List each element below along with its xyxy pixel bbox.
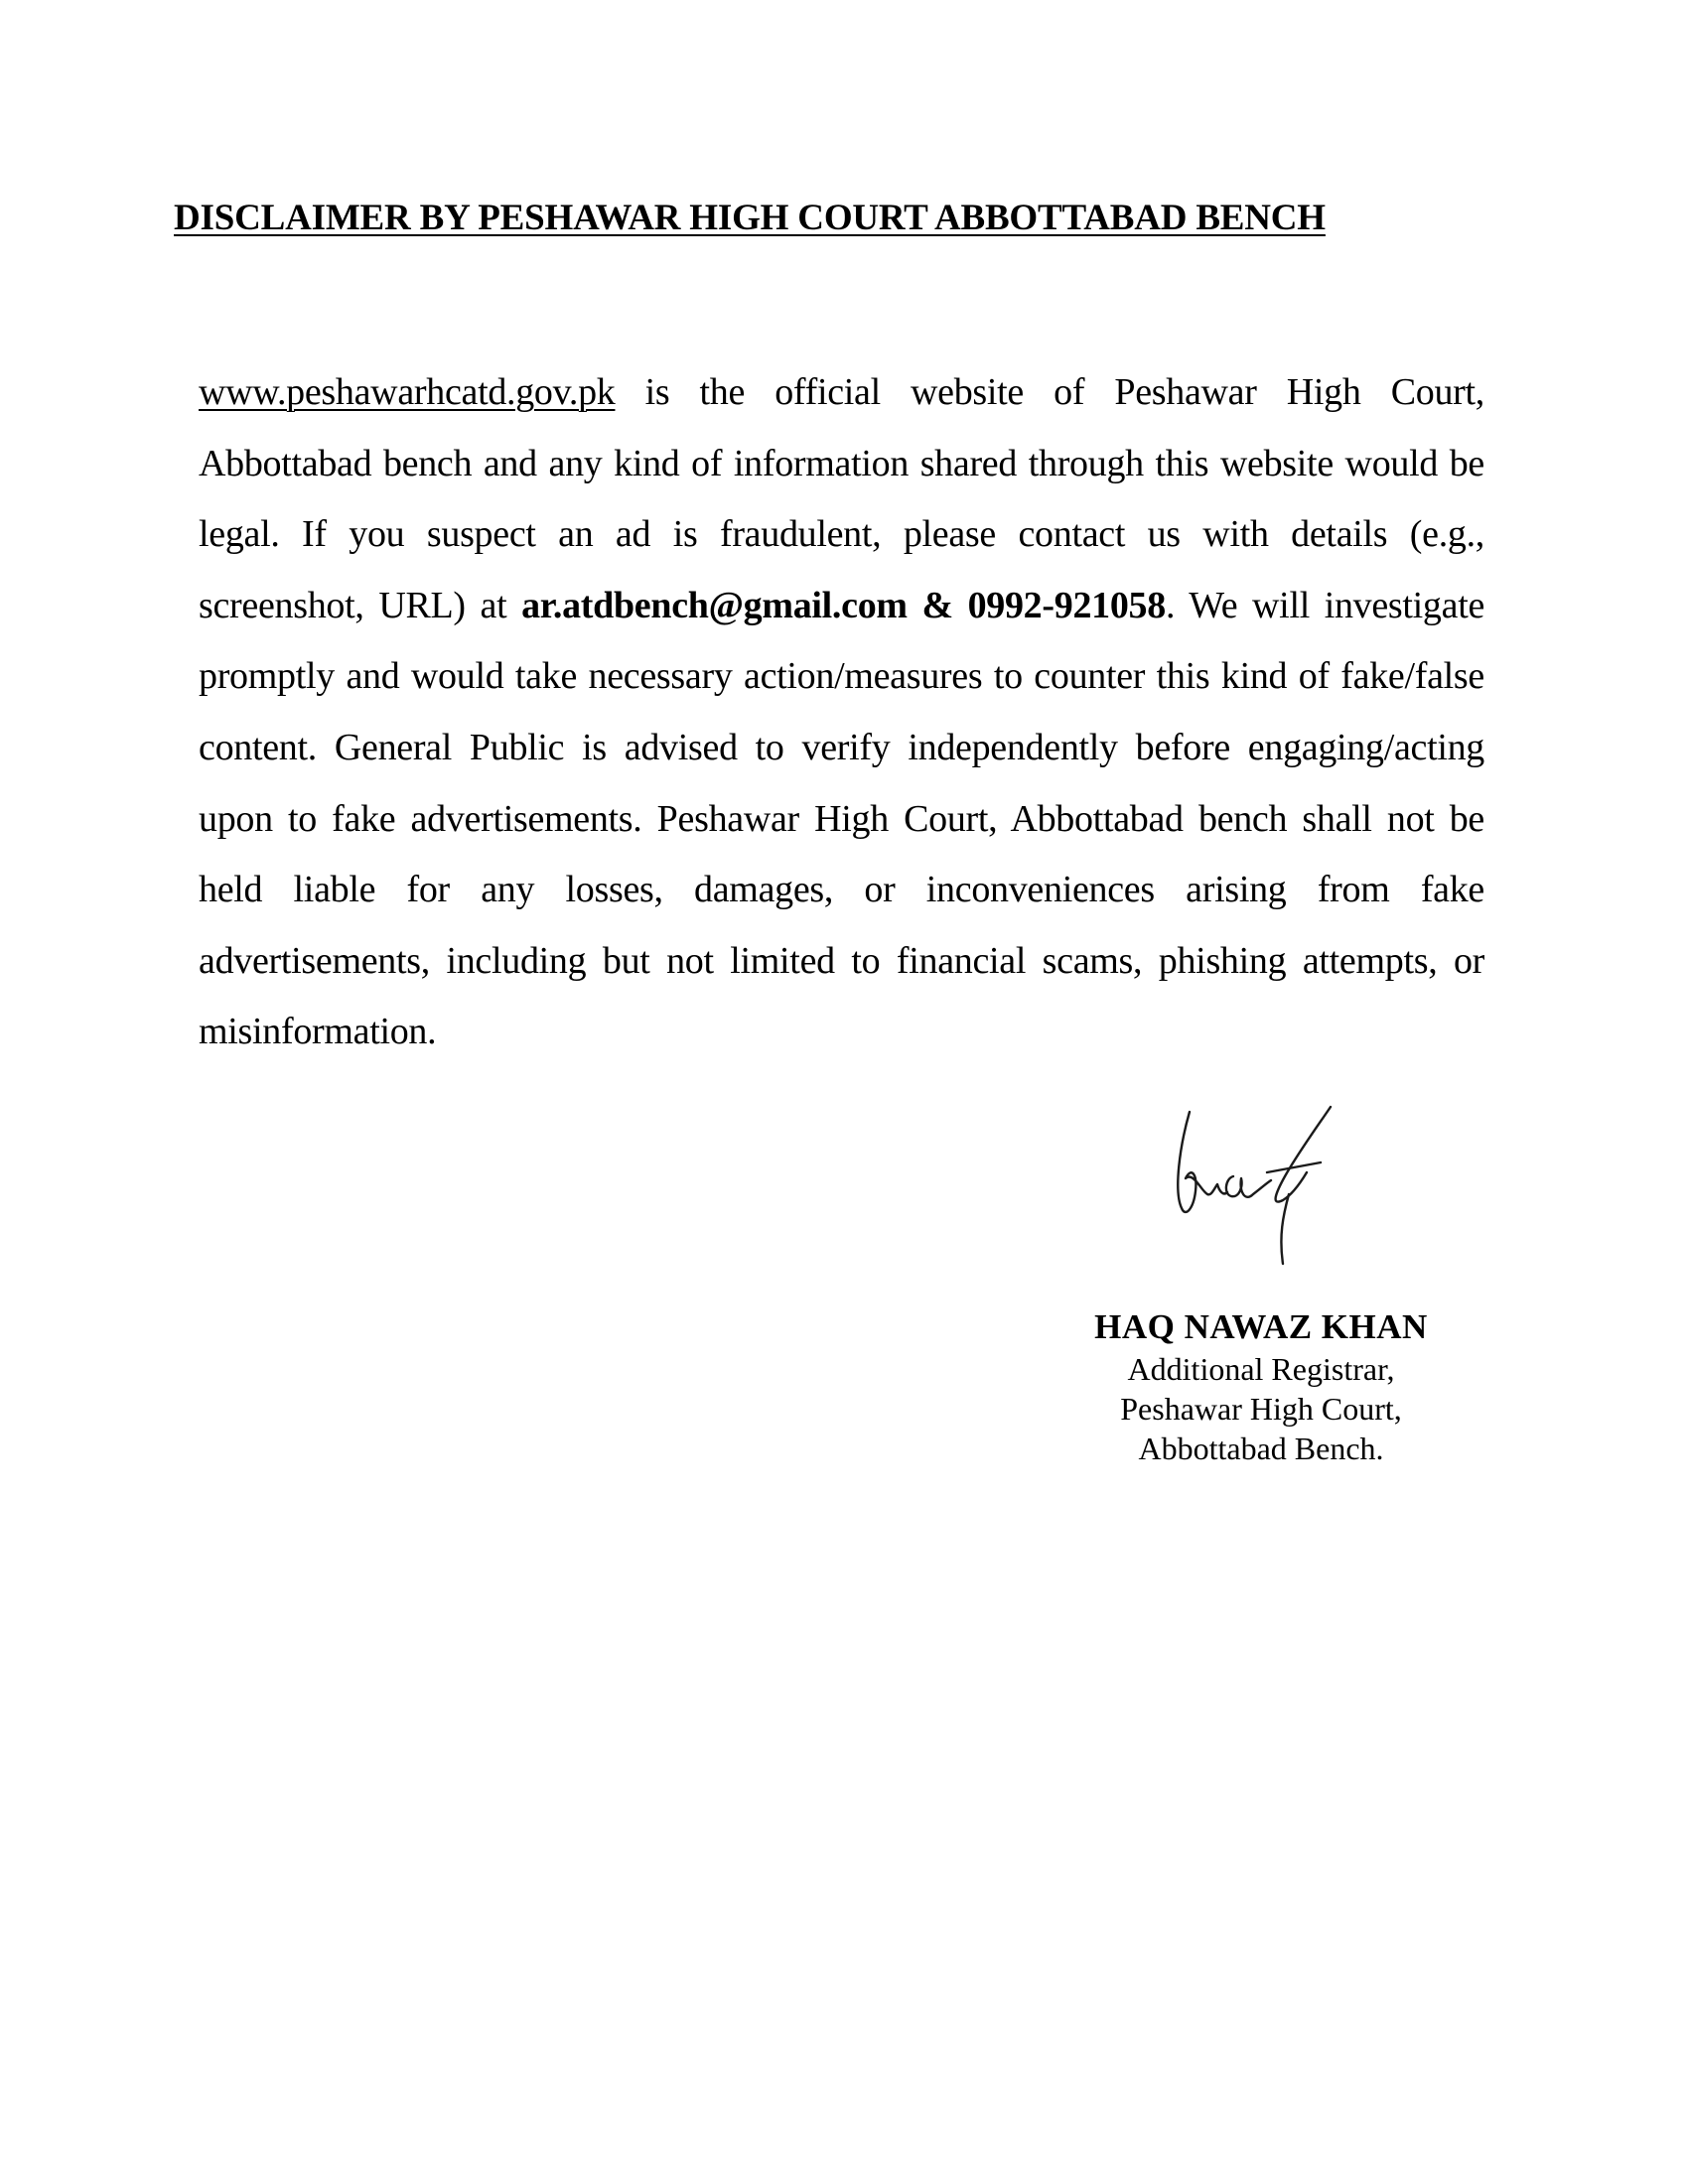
signatory-court: Peshawar High Court, [1120,1391,1402,1427]
contact-details: ar.atdbench@gmail.com & 0992-921058 [521,584,1166,626]
signature-block [1053,1305,1470,1468]
signatory-bench: Abbottabad Bench. [1138,1431,1384,1466]
signatory-designation: Additional Registrar, [1127,1351,1395,1387]
signatory-name: HAQ NAWAZ KHAN [1094,1307,1428,1346]
disclaimer-text-part-2: . We will investigate promptly and would take necessary action/measures to counter this kind of fake/false content. General Public is advised to verify independently before engaging/acting upon to fake advertisements. Peshawar High Court, Abbottabad bench shall not be held liable for any losses, damages, or inconveniences arising from fake advertisements, including but not limited to financial scams, phishing attempts, or misinformation. [199,584,1485,1053]
document-title: DISCLAIMER BY PESHAWAR HIGH COURT ABBOTTABAD BENCH [174,198,1326,238]
disclaimer-paragraph [199,357,1484,1068]
handwritten-signature [1172,1097,1410,1286]
disclaimer-text-part-1: is the official website of Peshawar High Court, Abbottabad bench and any kind of information shared through this website would be legal. If you suspect an ad is fraudulent, please contact us with details (e.g., screenshot, URL) at [199,371,1484,626]
website-link[interactable]: www.peshawarhcatd.gov.pk [199,371,616,413]
